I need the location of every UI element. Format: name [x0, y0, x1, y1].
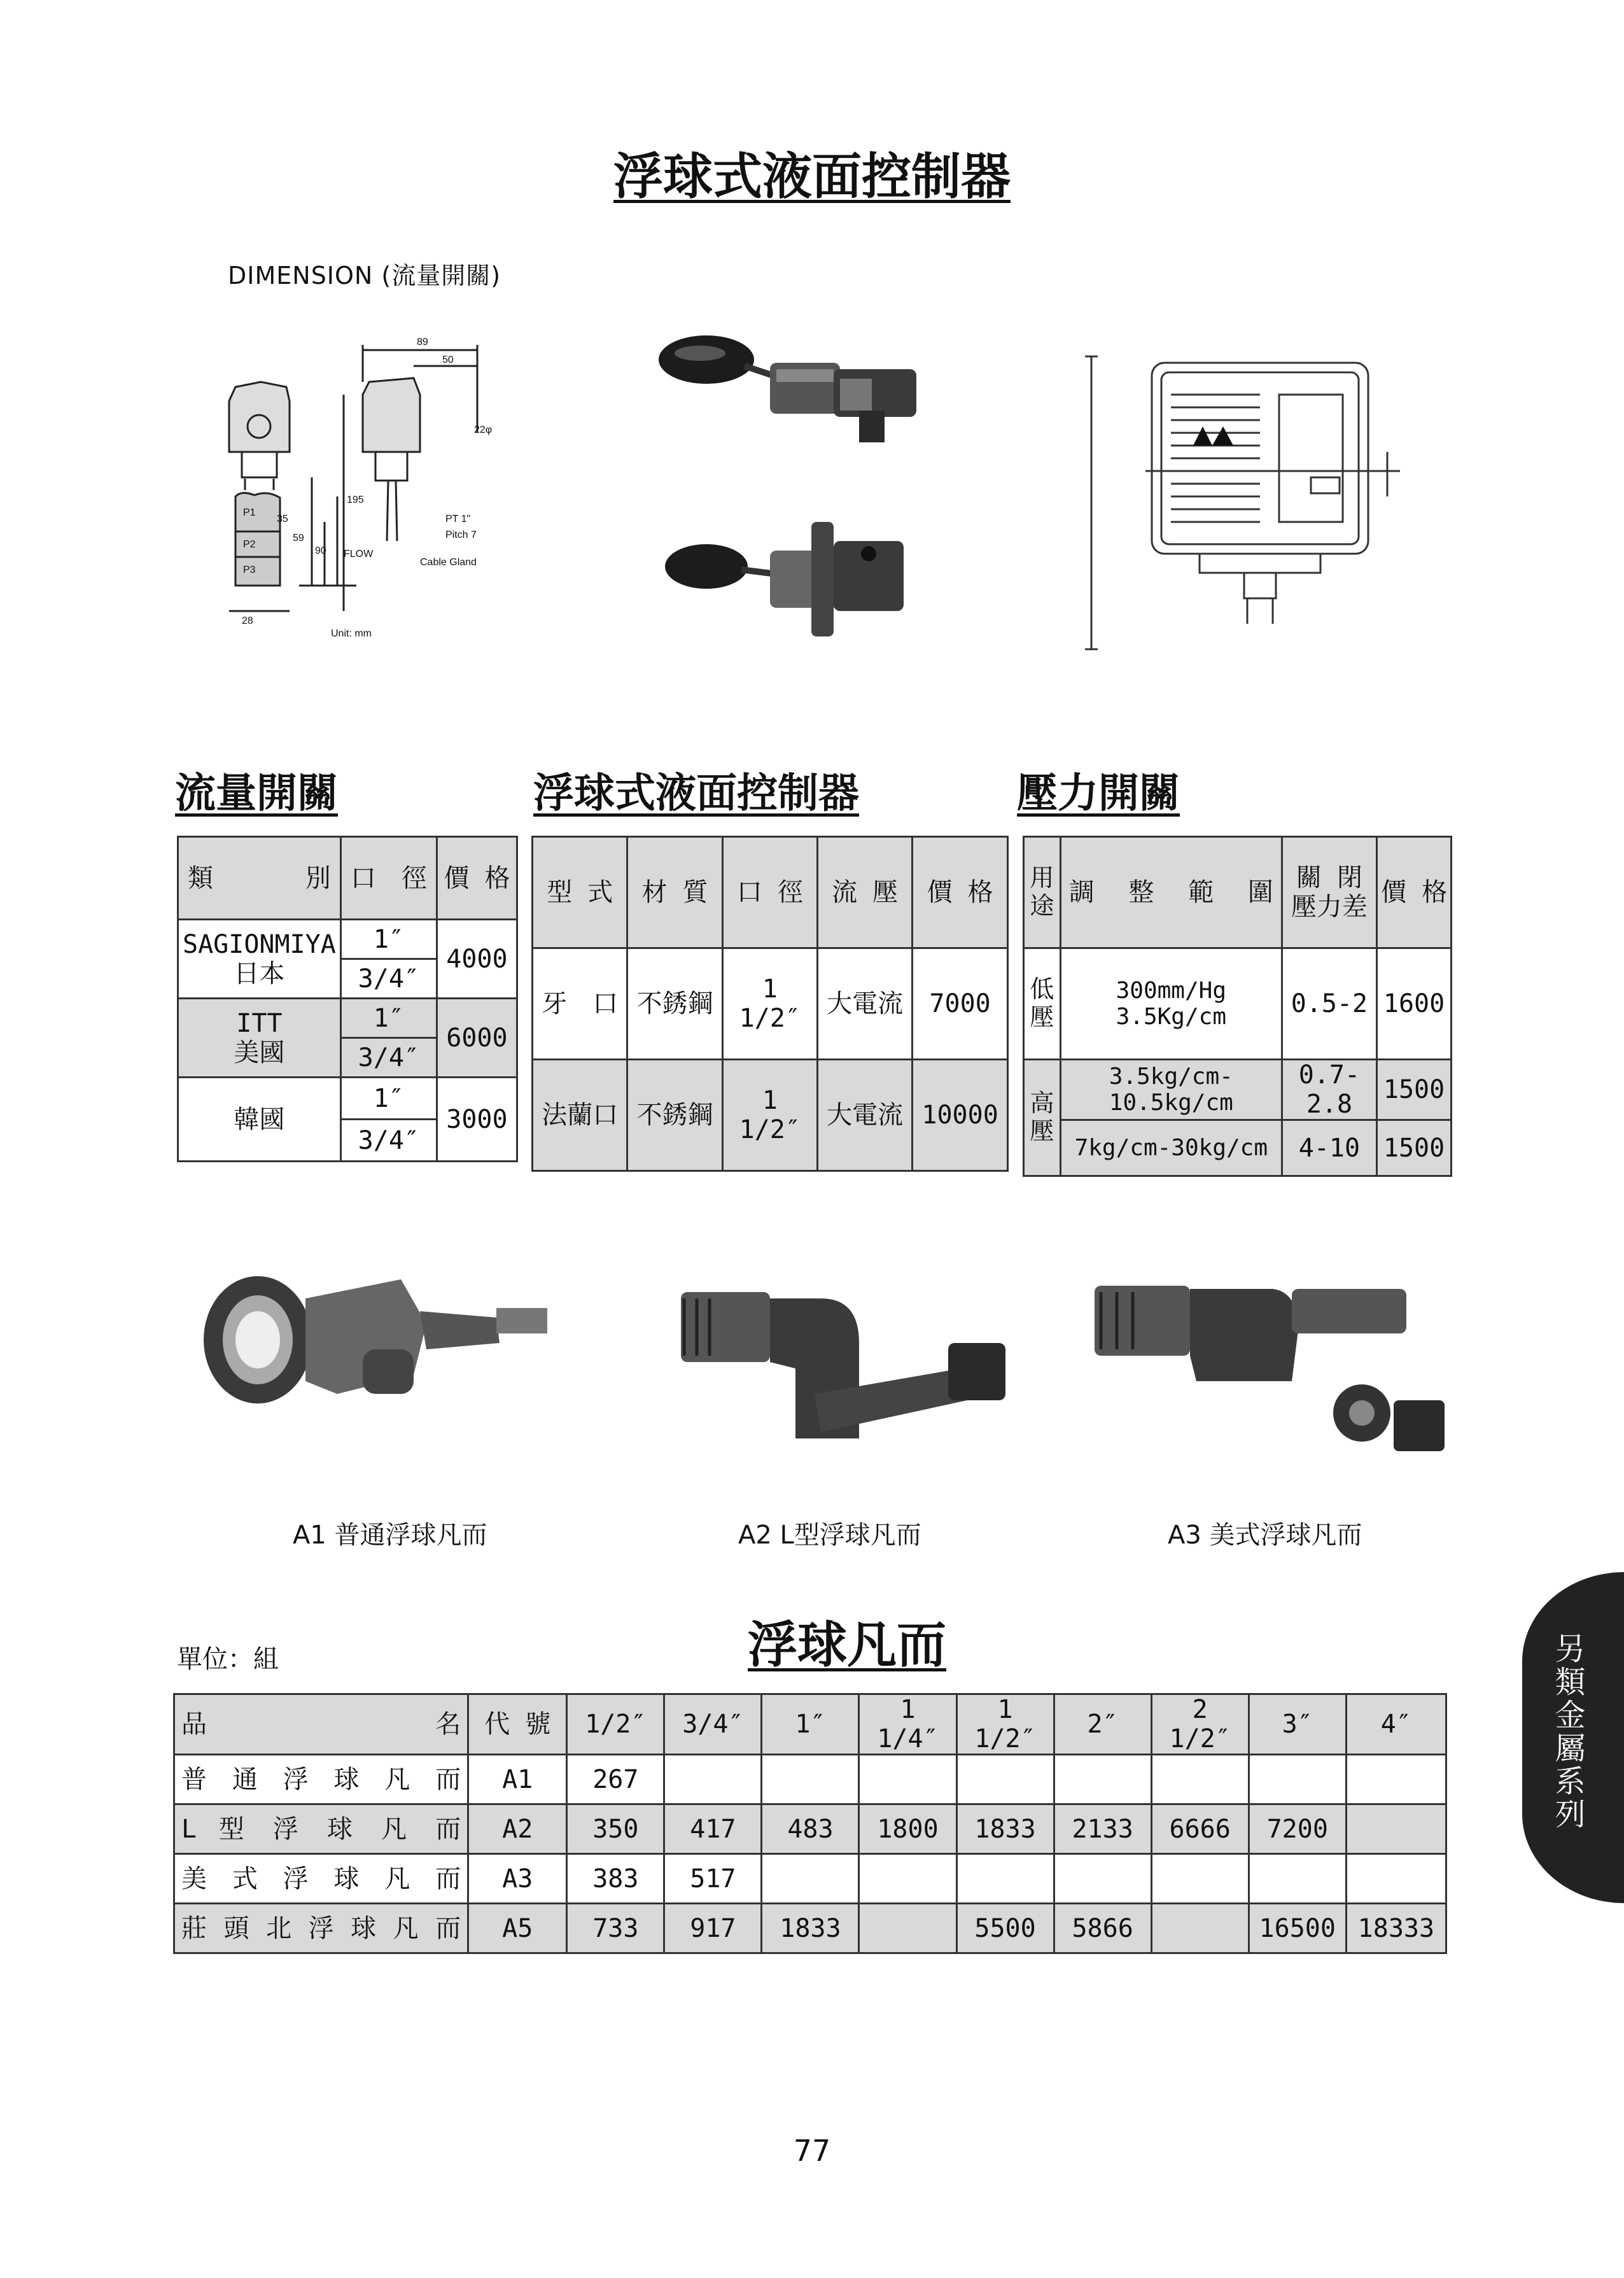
dimension-label: DIMENSION (流量開關) — [228, 262, 501, 290]
valve-price — [762, 1755, 859, 1804]
pressure-range: 7kg/cm-30kg/cm — [1060, 1120, 1282, 1176]
valve-price — [1151, 1755, 1249, 1804]
valve-price-table — [173, 1693, 1447, 1954]
valve-row-code: A2 — [468, 1804, 567, 1854]
float-cell: 不銹鋼 — [627, 1060, 722, 1171]
label-p3: P3 — [243, 565, 256, 575]
float-header-price: 價 格 — [913, 837, 1008, 948]
valve-header-size: 1 1/2″ — [956, 1694, 1054, 1755]
flow-group-name: 韓國 — [178, 1078, 341, 1162]
valve-row-code: A1 — [468, 1755, 567, 1804]
pressure-use-low: 低壓 — [1024, 948, 1061, 1060]
valve-price: 383 — [567, 1854, 664, 1904]
pressure-diff: 4-10 — [1282, 1120, 1376, 1176]
valve-row-name: 美 式 浮 球 凡 而 — [174, 1854, 468, 1904]
valve-price — [664, 1755, 762, 1804]
pressure-header-range: 調 整 範 圍 — [1060, 837, 1282, 948]
valve-price: 350 — [567, 1804, 664, 1854]
valve-price — [1151, 1904, 1249, 1953]
float-header-type: 型 式 — [533, 837, 627, 948]
flow-price: 6000 — [437, 999, 517, 1078]
flow-price: 4000 — [437, 920, 517, 999]
flow-header-size: 口 徑 — [340, 837, 437, 920]
valve-header-size: 1/2″ — [567, 1694, 664, 1755]
section-title-pressure-switch: 壓力開關 — [1017, 770, 1180, 817]
section-title-float-controller: 浮球式液面控制器 — [533, 770, 859, 817]
valve-header-size: 3/4″ — [664, 1694, 762, 1755]
float-cell: 10000 — [913, 1060, 1008, 1171]
flow-size: 1″ — [340, 999, 437, 1038]
unit-label: 單位：組 — [177, 1645, 279, 1674]
pressure-switch-table — [1023, 836, 1452, 1177]
flow-size: 3/4″ — [340, 959, 437, 999]
flow-header-price: 價 格 — [437, 837, 517, 920]
valve-header-name: 品 名 — [174, 1694, 468, 1755]
dim-195: 195 — [347, 495, 364, 505]
valve-price: 1833 — [762, 1904, 859, 1953]
product-caption-a1: A1 普通浮球凡而 — [293, 1521, 487, 1550]
valve-row-name: 普 通 浮 球 凡 而 — [174, 1755, 468, 1804]
flow-switch-dimension-drawing — [210, 331, 579, 643]
valve-header-size: 1″ — [762, 1694, 859, 1755]
valve-price: 483 — [762, 1804, 859, 1854]
flow-price: 3000 — [437, 1078, 517, 1162]
pressure-price: 1500 — [1377, 1060, 1452, 1120]
valve-price: 1833 — [956, 1804, 1054, 1854]
valve-photo-a1 — [197, 1248, 554, 1419]
float-controller-table — [531, 836, 1009, 1172]
valve-header-size: 3″ — [1249, 1694, 1346, 1755]
product-caption-a3: A3 美式浮球凡而 — [1168, 1521, 1362, 1550]
pressure-range: 3.5kg/cm-10.5kg/cm — [1060, 1060, 1282, 1120]
valve-price — [859, 1755, 956, 1804]
valve-price: 7200 — [1249, 1804, 1346, 1854]
valve-price — [1151, 1854, 1249, 1904]
valve-price — [956, 1854, 1054, 1904]
pressure-header-diff: 關 閉 壓力差 — [1282, 837, 1376, 948]
valve-price — [1249, 1755, 1346, 1804]
float-cell: 1 1/2″ — [722, 1060, 818, 1171]
valve-price: 5500 — [956, 1904, 1054, 1953]
page-title: 浮球式液面控制器 — [613, 148, 1011, 206]
flow-group-name: ITT 美國 — [178, 999, 341, 1078]
side-tab-label: 另類金屬系列 — [1550, 1633, 1585, 1831]
flow-size: 1″ — [340, 1078, 437, 1120]
valve-photo-a2 — [668, 1273, 1012, 1470]
valve-price — [956, 1755, 1054, 1804]
valve-price: 267 — [567, 1755, 664, 1804]
valve-price — [1346, 1854, 1446, 1904]
flow-switch-table — [177, 836, 518, 1162]
float-cell: 牙 口 — [533, 948, 627, 1060]
float-cell: 法蘭口 — [533, 1060, 627, 1171]
valve-price: 1800 — [859, 1804, 956, 1854]
dim-50: 50 — [442, 355, 454, 365]
valve-price: 2133 — [1054, 1804, 1151, 1854]
valve-price: 18333 — [1346, 1904, 1446, 1953]
valve-price: 733 — [567, 1904, 664, 1953]
valve-row-code: A5 — [468, 1904, 567, 1953]
flow-header-type: 類 別 — [178, 837, 341, 920]
valve-header-code: 代 號 — [468, 1694, 567, 1755]
valve-photo-a3 — [1082, 1267, 1451, 1464]
valve-header-size: 4″ — [1346, 1694, 1446, 1755]
valve-price — [1054, 1854, 1151, 1904]
label-pitch: Pitch 7 — [445, 530, 477, 540]
pressure-price: 1500 — [1377, 1120, 1452, 1176]
float-header-material: 材 質 — [627, 837, 722, 948]
valve-price — [762, 1854, 859, 1904]
label-p2: P2 — [243, 539, 256, 550]
valve-price — [859, 1904, 956, 1953]
float-cell: 大電流 — [818, 1060, 913, 1171]
valve-header-size: 1 1/4″ — [859, 1694, 956, 1755]
float-header-current: 流 壓 — [818, 837, 913, 948]
valve-price — [1346, 1804, 1446, 1854]
flow-group-name: SAGIONMIYA 日本 — [178, 920, 341, 999]
section-title-flow-switch: 流量開關 — [175, 770, 338, 817]
label-unit: Unit: mm — [331, 628, 372, 639]
dim-28: 28 — [242, 615, 253, 626]
flow-size: 3/4″ — [340, 1038, 437, 1078]
valve-price: 917 — [664, 1904, 762, 1953]
float-header-size: 口 徑 — [722, 837, 818, 948]
valve-row-code: A3 — [468, 1854, 567, 1904]
valve-row-name: L 型 浮 球 凡 而 — [174, 1804, 468, 1854]
valve-price — [859, 1854, 956, 1904]
float-cell: 7000 — [913, 948, 1008, 1060]
pressure-range: 300mm/Hg 3.5Kg/cm — [1060, 948, 1282, 1060]
pressure-price: 1600 — [1377, 948, 1452, 1060]
pressure-diff: 0.5-2 — [1282, 948, 1376, 1060]
page-number: 77 — [793, 2134, 831, 2168]
pressure-header-price: 價 格 — [1377, 837, 1452, 948]
product-caption-a2: A2 L型浮球凡而 — [738, 1521, 921, 1550]
float-controller-photo-threaded — [649, 321, 935, 449]
valve-price: 5866 — [1054, 1904, 1151, 1953]
valve-price: 517 — [664, 1854, 762, 1904]
flow-size: 3/4″ — [340, 1120, 437, 1162]
pressure-diff: 0.7-2.8 — [1282, 1060, 1376, 1120]
valve-price — [1249, 1854, 1346, 1904]
valve-price — [1346, 1755, 1446, 1804]
label-flow: FLOW — [344, 549, 374, 559]
float-cell: 1 1/2″ — [722, 948, 818, 1060]
float-controller-photo-flanged — [659, 516, 926, 643]
valve-price: 417 — [664, 1804, 762, 1854]
pressure-use-high: 高壓 — [1024, 1060, 1061, 1176]
float-cell: 大電流 — [818, 948, 913, 1060]
label-p1: P1 — [243, 507, 256, 518]
flow-size: 1″ — [340, 920, 437, 959]
label-pt: PT 1" — [445, 514, 471, 524]
pressure-switch-drawing — [1082, 344, 1413, 656]
label-cable-gland: Cable Gland — [420, 557, 477, 568]
dim-22: 22φ — [474, 425, 493, 435]
valve-price: 16500 — [1249, 1904, 1346, 1953]
pressure-header-use: 用途 — [1024, 837, 1061, 948]
valve-section-title: 浮球凡而 — [748, 1617, 947, 1674]
valve-price: 6666 — [1151, 1804, 1249, 1854]
dim-59: 59 — [293, 533, 304, 544]
valve-header-size: 2 1/2″ — [1151, 1694, 1249, 1755]
dim-35: 35 — [277, 514, 288, 524]
valve-header-size: 2″ — [1054, 1694, 1151, 1755]
valve-price — [1054, 1755, 1151, 1804]
valve-row-name: 莊 頭 北 浮 球 凡 而 — [174, 1904, 468, 1953]
dim-89: 89 — [417, 337, 428, 348]
float-cell: 不銹鋼 — [627, 948, 722, 1060]
dim-90: 90 — [315, 545, 326, 556]
